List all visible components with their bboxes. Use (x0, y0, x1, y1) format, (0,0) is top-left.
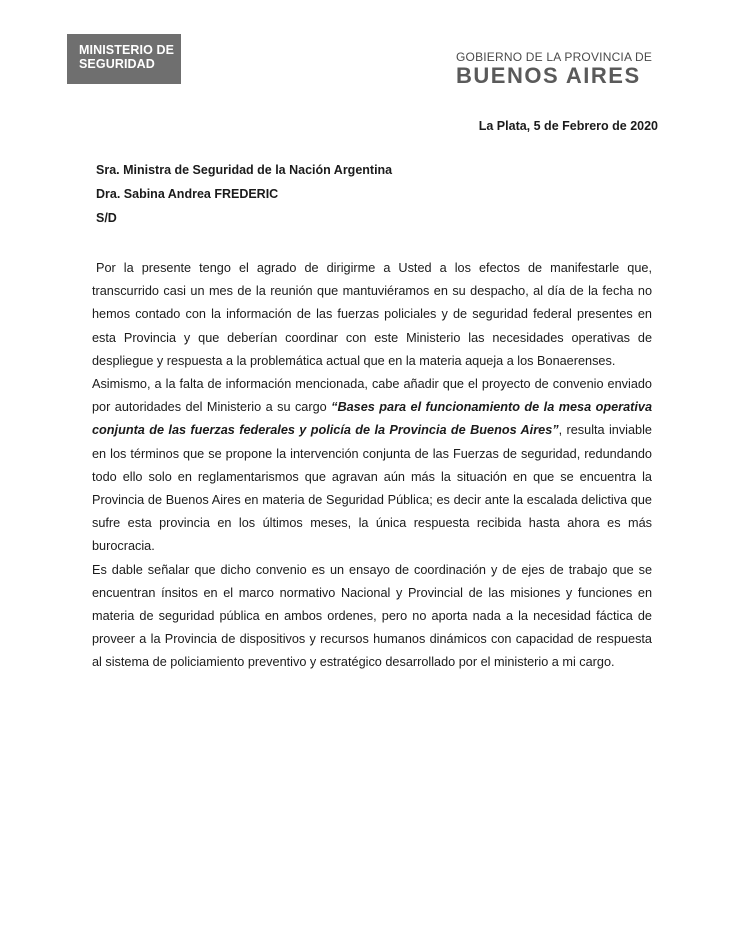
government-logo-line1: GOBIERNO DE LA PROVINCIA DE (456, 50, 653, 64)
body-paragraph-2 (92, 373, 652, 559)
letter-body (92, 257, 652, 675)
government-logo-line2: BUENOS AIRES (456, 63, 641, 88)
ministry-logo-line1: MINISTERIO DE (79, 43, 175, 57)
addressee-name: Dra. Sabina Andrea FREDERIC (96, 187, 279, 201)
letter-date: La Plata, 5 de Febrero de 2020 (478, 119, 658, 133)
addressee-block (96, 158, 392, 230)
ministry-logo (67, 34, 181, 84)
body-paragraph-3: Es dable señalar que dicho convenio es un ensayo de coordinación y de ejes de trabajo que se encuentran ínsitos en el marco normativo Nacional y Provincial de las misiones y funciones en materia de seguridad pública en ambos ordenes, pero no aporta nada a la necesidad fáctica de proveer a la Provincia de dispositivos y recursos humanos dinámicos con capacidad de respuesta al sistema de policiamiento preventivo y estratégico desarrollado por el ministerio a mi cargo. (92, 562, 652, 670)
agreement-title-quote: “Bases para el funcionamiento de la mesa operativa conjunta de las fuerzas federales y policía de la Provincia de Buenos Aires” (92, 400, 652, 438)
body-paragraph-1: Por la presente tengo el agrado de dirigirme a Usted a los efectos de manifestarle que, transcurrido casi un mes de la reunión que mantuviéramos en su despacho, al día de la fecha no hemos contado con la información de las fuerzas policiales y de seguridad federal presentes en esta Provincia y que deberían coordinar con este Ministerio las necesidades operativas de despliegue y respuesta a la problemática actual que en la materia aqueja a los Bonaerenses. (92, 261, 652, 368)
addressee-title: Sra. Ministra de Seguridad de la Nación Argentina (96, 163, 393, 177)
government-logo (456, 50, 652, 88)
ministry-logo-line2: SEGURIDAD (79, 57, 155, 71)
body-paragraph-2-intro: Asimismo, a la falta de información mencionada, cabe añadir que el proyecto de convenio enviado por autoridades del Ministerio a su cargo (92, 377, 652, 415)
addressee-sd: S/D (96, 211, 117, 225)
body-paragraph-2-rest: , resulta inviable en los términos que se propone la intervención conjunta de las Fuerzas de seguridad, redundando todo ello solo en reglamentarismos que agravan aún más la situación en que se encuentra la Provincia de Buenos Aires en materia de Seguridad Pública; es decir ante la escalada delictiva que sufre esta provincia en los últimos meses, la única respuesta recibida hasta ahora es más burocracia. (92, 423, 652, 554)
